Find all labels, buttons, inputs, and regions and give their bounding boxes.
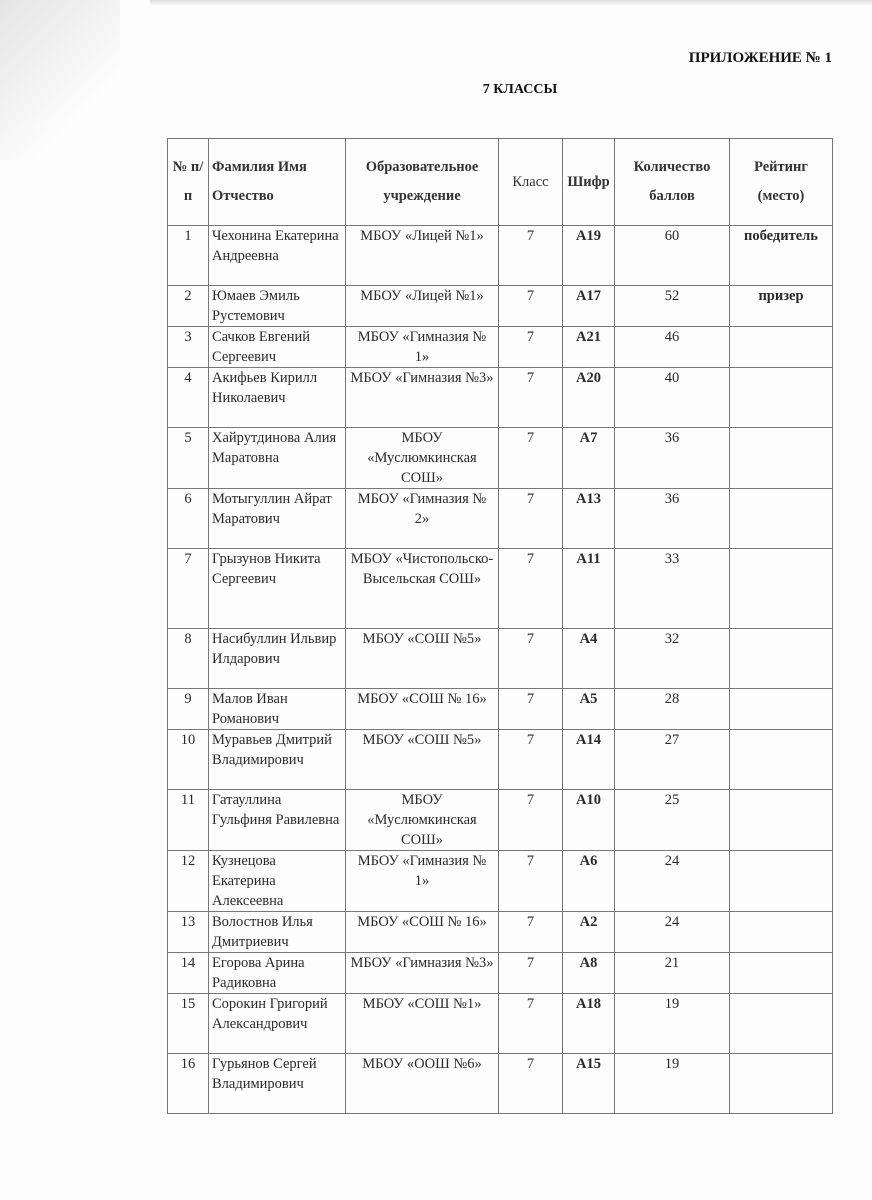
- col-rating-cell: [730, 730, 833, 790]
- col-number-cell: 4: [168, 368, 209, 428]
- col-rating-cell: [730, 912, 833, 953]
- col-name-cell: Насибуллин Ильвир Илдарович: [209, 629, 346, 689]
- col-score-cell: 24: [615, 912, 730, 953]
- col-class-cell: 7: [499, 428, 563, 489]
- col-score-cell: 46: [615, 327, 730, 368]
- col-rating-cell: [730, 1054, 833, 1114]
- col-code-cell: А6: [563, 851, 615, 912]
- col-number-cell: 15: [168, 994, 209, 1054]
- col-rating-cell: [730, 549, 833, 629]
- col-name-cell: Малов Иван Романович: [209, 689, 346, 730]
- col-school-cell: МБОУ «Муслюмкинская СОШ»: [346, 790, 499, 851]
- col-score-cell: 33: [615, 549, 730, 629]
- col-code-cell: А18: [563, 994, 615, 1054]
- col-rating-cell: [730, 489, 833, 549]
- col-class-cell: 7: [499, 549, 563, 629]
- results-table: [167, 138, 833, 1114]
- scan-edge: [150, 0, 872, 6]
- table-row: [168, 549, 833, 629]
- header-col-score: Количество баллов: [615, 139, 730, 226]
- col-rating-cell: победитель: [730, 226, 833, 286]
- col-class-cell: 7: [499, 953, 563, 994]
- col-code-cell: А4: [563, 629, 615, 689]
- table-row: [168, 489, 833, 549]
- col-school-cell: МБОУ «Гимназия № 2»: [346, 489, 499, 549]
- col-school-cell: МБОУ «СОШ № 16»: [346, 912, 499, 953]
- col-score-cell: 28: [615, 689, 730, 730]
- col-number-cell: 6: [168, 489, 209, 549]
- col-class-cell: 7: [499, 368, 563, 428]
- header-col-rating: Рейтинг (место): [730, 139, 833, 226]
- col-number-cell: 1: [168, 226, 209, 286]
- col-school-cell: МБОУ «СОШ № 16»: [346, 689, 499, 730]
- col-rating-cell: [730, 629, 833, 689]
- col-code-cell: А14: [563, 730, 615, 790]
- col-rating-cell: [730, 994, 833, 1054]
- col-name-cell: Акифьев Кирилл Николаевич: [209, 368, 346, 428]
- col-school-cell: МБОУ «СОШ №5»: [346, 730, 499, 790]
- col-name-cell: Егорова Арина Радиковна: [209, 953, 346, 994]
- col-number-cell: 9: [168, 689, 209, 730]
- col-class-cell: 7: [499, 689, 563, 730]
- col-score-cell: 36: [615, 489, 730, 549]
- header-col-code: Шифр: [563, 139, 615, 226]
- table-row: [168, 851, 833, 912]
- table-row: [168, 689, 833, 730]
- header-col-class: Класс: [499, 139, 563, 226]
- col-number-cell: 5: [168, 428, 209, 489]
- table-row: [168, 730, 833, 790]
- col-score-cell: 19: [615, 994, 730, 1054]
- col-school-cell: МБОУ «Чистопольско-Высельская СОШ»: [346, 549, 499, 629]
- col-code-cell: А20: [563, 368, 615, 428]
- col-name-cell: Гатауллина Гульфиня Равилевна: [209, 790, 346, 851]
- col-code-cell: А15: [563, 1054, 615, 1114]
- col-number-cell: 13: [168, 912, 209, 953]
- col-rating-cell: [730, 790, 833, 851]
- col-code-cell: А5: [563, 689, 615, 730]
- col-name-cell: Сачков Евгений Сергеевич: [209, 327, 346, 368]
- col-name-cell: Волостнов Илья Дмитриевич: [209, 912, 346, 953]
- col-score-cell: 40: [615, 368, 730, 428]
- col-score-cell: 52: [615, 286, 730, 327]
- col-name-cell: Чехонина Екатерина Андреевна: [209, 226, 346, 286]
- col-school-cell: МБОУ «Гимназия № 1»: [346, 851, 499, 912]
- col-code-cell: А11: [563, 549, 615, 629]
- col-rating-cell: [730, 953, 833, 994]
- col-score-cell: 25: [615, 790, 730, 851]
- col-number-cell: 7: [168, 549, 209, 629]
- col-score-cell: 24: [615, 851, 730, 912]
- col-score-cell: 19: [615, 1054, 730, 1114]
- col-number-cell: 11: [168, 790, 209, 851]
- table-row: [168, 1054, 833, 1114]
- col-code-cell: А2: [563, 912, 615, 953]
- col-rating-cell: [730, 327, 833, 368]
- col-score-cell: 60: [615, 226, 730, 286]
- table-row: [168, 368, 833, 428]
- col-school-cell: МБОУ «Лицей №1»: [346, 286, 499, 327]
- col-name-cell: Гурьянов Сергей Владимирович: [209, 1054, 346, 1114]
- col-school-cell: МБОУ «Гимназия №3»: [346, 368, 499, 428]
- col-number-cell: 8: [168, 629, 209, 689]
- header-col-name: Фамилия Имя Отчество: [209, 139, 346, 226]
- col-class-cell: 7: [499, 489, 563, 549]
- col-class-cell: 7: [499, 912, 563, 953]
- col-name-cell: Грызунов Никита Сергеевич: [209, 549, 346, 629]
- col-class-cell: 7: [499, 286, 563, 327]
- table-row: [168, 428, 833, 489]
- table-header: [168, 139, 833, 226]
- col-code-cell: А13: [563, 489, 615, 549]
- col-school-cell: МБОУ «ООШ №6»: [346, 1054, 499, 1114]
- col-school-cell: МБОУ «СОШ №5»: [346, 629, 499, 689]
- col-class-cell: 7: [499, 327, 563, 368]
- col-number-cell: 10: [168, 730, 209, 790]
- col-rating-cell: призер: [730, 286, 833, 327]
- col-code-cell: А21: [563, 327, 615, 368]
- table-row: [168, 327, 833, 368]
- col-name-cell: Юмаев Эмиль Рустемович: [209, 286, 346, 327]
- col-code-cell: А19: [563, 226, 615, 286]
- header-col-number: № п/п: [168, 139, 209, 226]
- col-name-cell: Мотыгуллин Айрат Маратович: [209, 489, 346, 549]
- col-score-cell: 32: [615, 629, 730, 689]
- col-score-cell: 27: [615, 730, 730, 790]
- col-code-cell: А17: [563, 286, 615, 327]
- table-row: [168, 912, 833, 953]
- col-rating-cell: [730, 851, 833, 912]
- col-rating-cell: [730, 428, 833, 489]
- col-class-cell: 7: [499, 790, 563, 851]
- col-class-cell: 7: [499, 851, 563, 912]
- col-class-cell: 7: [499, 730, 563, 790]
- col-school-cell: МБОУ «Лицей №1»: [346, 226, 499, 286]
- col-class-cell: 7: [499, 226, 563, 286]
- col-class-cell: 7: [499, 1054, 563, 1114]
- document-title: 7 КЛАССЫ: [482, 82, 558, 97]
- table-row: [168, 226, 833, 286]
- col-score-cell: 21: [615, 953, 730, 994]
- header-col-school: Образовательное учреждение: [346, 139, 499, 226]
- col-name-cell: Кузнецова Екатерина Алексеевна: [209, 851, 346, 912]
- col-number-cell: 3: [168, 327, 209, 368]
- table-row: [168, 790, 833, 851]
- col-class-cell: 7: [499, 629, 563, 689]
- col-school-cell: МБОУ «СОШ №1»: [346, 994, 499, 1054]
- col-number-cell: 2: [168, 286, 209, 327]
- col-score-cell: 36: [615, 428, 730, 489]
- col-code-cell: А8: [563, 953, 615, 994]
- col-number-cell: 14: [168, 953, 209, 994]
- col-school-cell: МБОУ «Гимназия №3»: [346, 953, 499, 994]
- col-rating-cell: [730, 368, 833, 428]
- table-row: [168, 994, 833, 1054]
- col-name-cell: Сорокин Григорий Александрович: [209, 994, 346, 1054]
- table-row: [168, 629, 833, 689]
- scan-shadow: [0, 0, 120, 160]
- col-code-cell: А10: [563, 790, 615, 851]
- col-school-cell: МБОУ «Муслюмкинская СОШ»: [346, 428, 499, 489]
- col-class-cell: 7: [499, 994, 563, 1054]
- col-name-cell: Муравьев Дмитрий Владимирович: [209, 730, 346, 790]
- col-name-cell: Хайрутдинова Алия Маратовна: [209, 428, 346, 489]
- col-number-cell: 16: [168, 1054, 209, 1114]
- appendix-label: ПРИЛОЖЕНИЕ № 1: [688, 50, 832, 66]
- table-row: [168, 286, 833, 327]
- col-school-cell: МБОУ «Гимназия № 1»: [346, 327, 499, 368]
- table-row: [168, 953, 833, 994]
- col-code-cell: А7: [563, 428, 615, 489]
- col-number-cell: 12: [168, 851, 209, 912]
- col-rating-cell: [730, 689, 833, 730]
